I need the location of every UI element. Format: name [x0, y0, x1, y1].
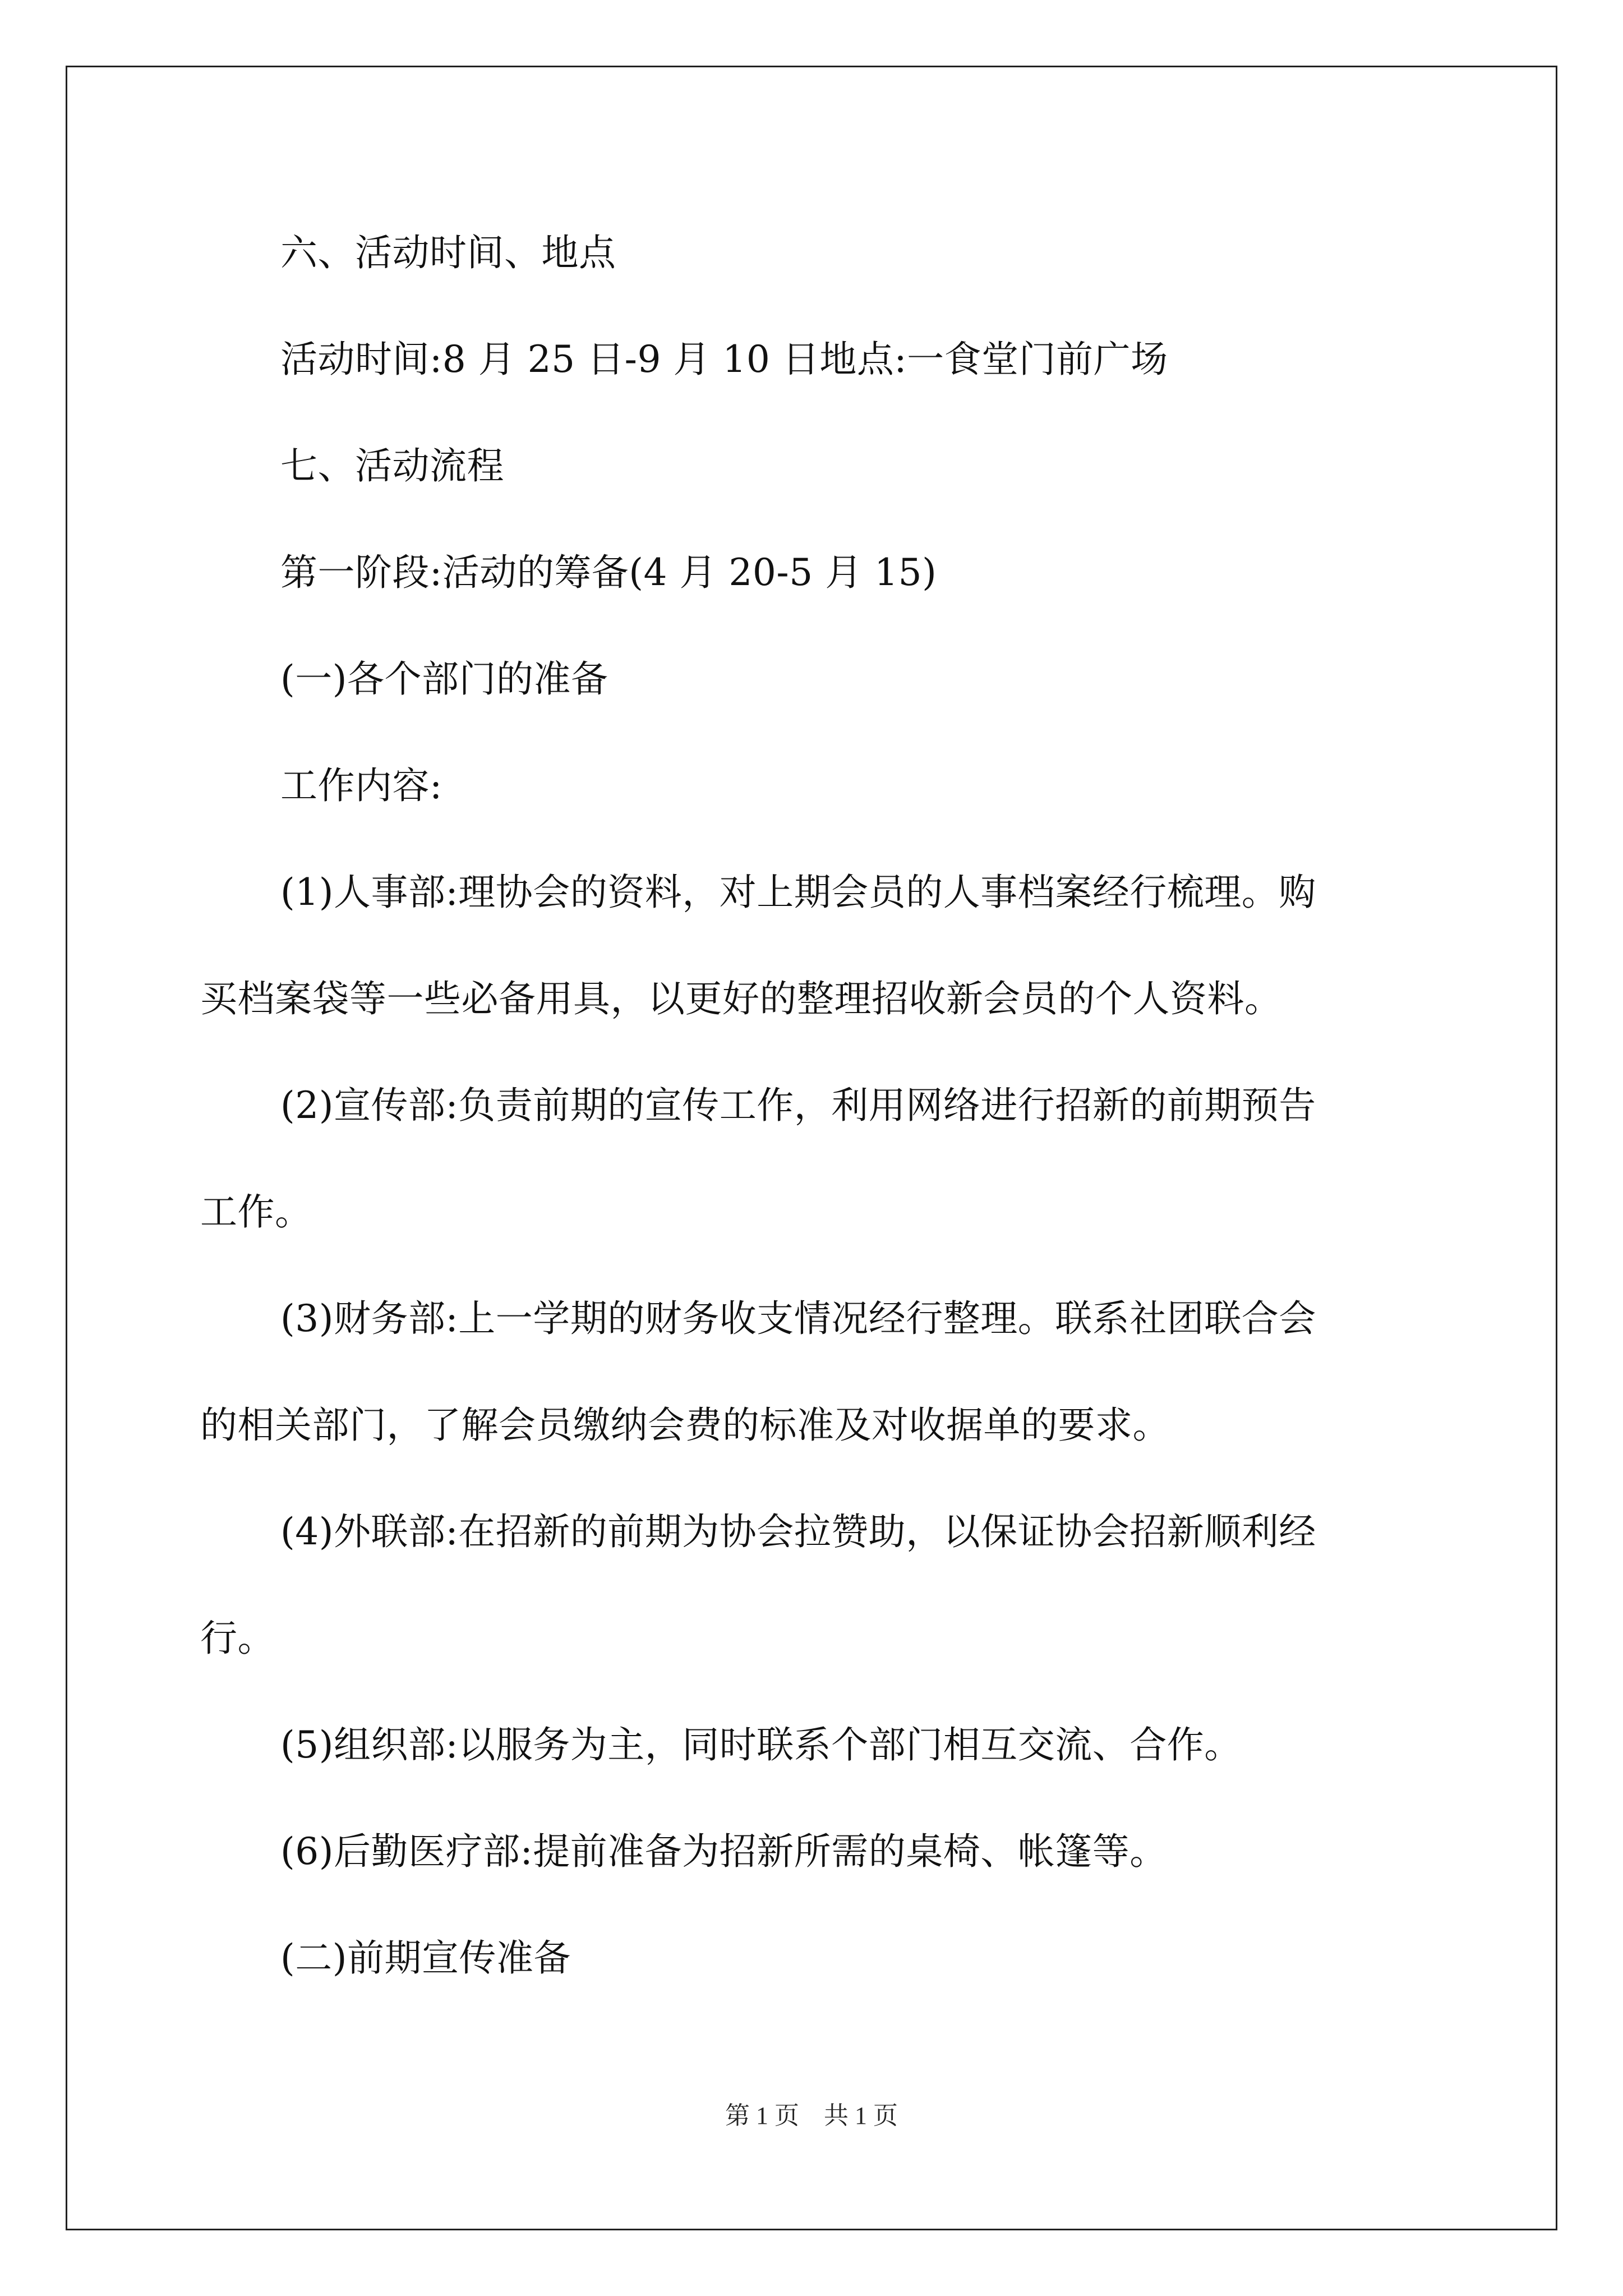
- heading-process: 七、活动流程: [280, 444, 504, 487]
- paragraph-external-line2: 行。: [200, 1617, 275, 1660]
- page-border: [66, 66, 1557, 2230]
- paragraph-finance-line1: (3)财务部:上一学期的财务收支情况经行整理。联系社团联合会: [280, 1297, 1316, 1340]
- subheading-publicity-prep: (二)前期宣传准备: [280, 1936, 571, 1980]
- heading-time-location: 六、活动时间、地点: [280, 231, 616, 274]
- paragraph-publicity-line2: 工作。: [200, 1190, 312, 1234]
- paragraph-publicity-line1: (2)宣传部:负责前期的宣传工作，利用网络进行招新的前期预告: [280, 1084, 1316, 1127]
- paragraph-phase-one: 第一阶段:活动的筹备(4 月 20-5 月 15): [280, 551, 937, 594]
- paragraph-external-line1: (4)外联部:在招新的前期为协会拉赞助，以保证协会招新顺利经: [280, 1510, 1316, 1553]
- label-work-content: 工作内容:: [280, 764, 442, 807]
- paragraph-logistics: (6)后勤医疗部:提前准备为招新所需的桌椅、帐篷等。: [280, 1830, 1167, 1873]
- paragraph-finance-line2: 的相关部门，了解会员缴纳会费的标准及对收据单的要求。: [200, 1404, 1170, 1447]
- paragraph-hr-line2: 买档案袋等一些必备用具，以更好的整理招收新会员的个人资料。: [200, 977, 1282, 1020]
- subheading-department-prep: (一)各个部门的准备: [280, 657, 608, 701]
- paragraph-organization: (5)组织部:以服务为主，同时联系个部门相互交流、合作。: [280, 1723, 1242, 1766]
- paragraph-hr-line1: (1)人事部:理协会的资料，对上期会员的人事档案经行梳理。购: [280, 871, 1316, 914]
- paragraph-time-location: 活动时间:8 月 25 日-9 月 10 日地点:一食堂门前广场: [280, 338, 1168, 381]
- page-footer: 第 1 页 共 1 页: [725, 2102, 898, 2129]
